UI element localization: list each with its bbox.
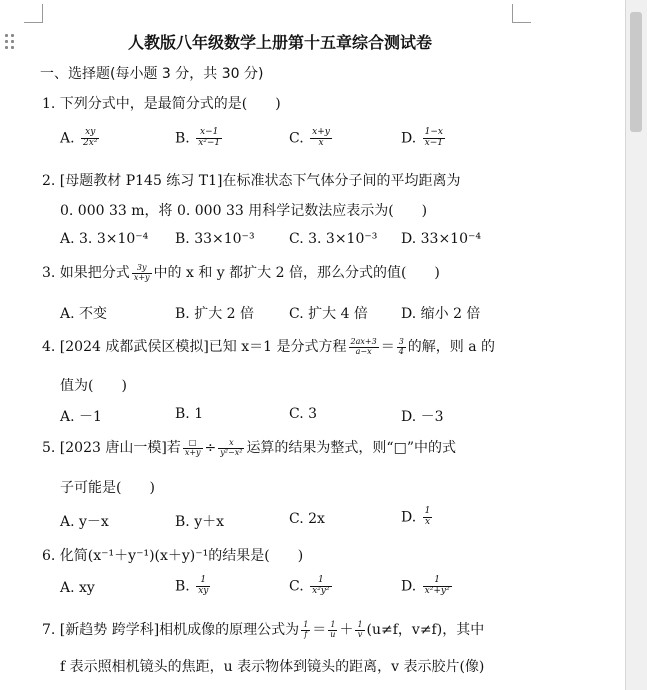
scrollbar-thumb[interactable]: [630, 12, 642, 132]
question-7-stem: 7. [新趋势 跨学科]相机成像的原理公式为 $\frac{1}{f}$ ＝ $\frac{1}{u}$ ＋ $\frac{1}{v}$ (u≠f，v≠f)，其中: [42, 619, 485, 639]
q3-option-a: A. 不变: [60, 306, 108, 322]
question-7-continuation: f 表示照相机镜头的焦距，u 表示物体到镜头的距离，v 表示胶片(像): [60, 659, 485, 675]
question-2-continuation: 0. 000 33 m，将 0. 000 33 用科学记数法应表示为( ): [60, 203, 428, 219]
q1-option-c: C. $\frac{x+y}{x}$: [289, 127, 330, 148]
q1-option-d: D. $\frac{1-x}{x-1}$: [401, 127, 443, 148]
q4-option-c: C. 3: [289, 406, 318, 422]
q5-option-a: A. y－x: [60, 514, 109, 530]
question-5-stem: 5. [2023 唐山一模]若 $\frac{□}{x+y}$ ÷ $\frac{x}{\text{y²−x²}}$ 运算的结果为整式，则“□”中的式: [42, 437, 456, 457]
crop-mark-top-left: [24, 4, 43, 23]
q5-option-c: C. 2x: [289, 511, 325, 527]
q2-option-d: D. 33×10⁻⁴: [401, 231, 481, 247]
q3-option-c: C. 扩大 4 倍: [289, 306, 368, 322]
q6-option-d: D. $\frac{1}{\text{x²+y²}}$: [401, 575, 450, 596]
q6-option-c: C. $\frac{1}{\text{x²y²}}$: [289, 575, 330, 596]
q3-option-d: D. 缩小 2 倍: [401, 306, 481, 322]
section-heading: 一、选择题(每小题 3 分，共 30 分): [40, 66, 264, 82]
q5-option-b: B. y＋x: [175, 514, 224, 530]
crop-mark-top-right: [512, 4, 531, 23]
q5-option-d: D. $\frac{1}{x}$: [401, 506, 431, 527]
q4-option-b: B. 1: [175, 406, 204, 422]
q1-option-a: A. $\frac{xy}{\text{2x²}}$: [60, 127, 98, 148]
q4-option-d: D. －3: [401, 409, 444, 425]
q1-option-b: B. $\frac{x-1}{\text{x²−1}}$: [175, 127, 221, 148]
question-2-stem: 2. [母题教材 P145 练习 T1]在标准状态下气体分子间的平均距离为: [42, 173, 461, 189]
q6-option-b: B. $\frac{1}{xy}$: [175, 575, 209, 596]
q6-option-a: A. xy: [60, 580, 95, 596]
question-4-continuation: 值为( ): [60, 378, 127, 394]
question-3-stem: 3. 如果把分式 $\frac{3y}{x+y}$ 中的 x 和 y 都扩大 2 倍，那么分式的值( ): [42, 262, 440, 282]
page-title: 人教版八年级数学上册第十五章综合测试卷: [127, 33, 432, 52]
q2-option-b: B. 33×10⁻³: [175, 231, 255, 247]
q2-option-a: A. 3. 3×10⁻⁴: [60, 231, 149, 247]
question-5-continuation: 子可能是( ): [60, 480, 155, 496]
question-4-stem: 4. [2024 成都武侯区模拟]已知 x＝1 是分式方程 $\frac{2ax+3}{a-x}$ ＝ $\frac{3}{4}$ 的解，则 a 的: [42, 336, 496, 356]
q2-option-c: C. 3. 3×10⁻³: [289, 231, 378, 247]
q3-option-b: B. 扩大 2 倍: [175, 306, 254, 322]
q4-option-a: A. －1: [60, 409, 102, 425]
question-1-stem: 1. 下列分式中，是最简分式的是( ): [42, 96, 281, 112]
question-6-stem: 6. 化简(x⁻¹＋y⁻¹)(x＋y)⁻¹的结果是( ): [42, 548, 304, 564]
